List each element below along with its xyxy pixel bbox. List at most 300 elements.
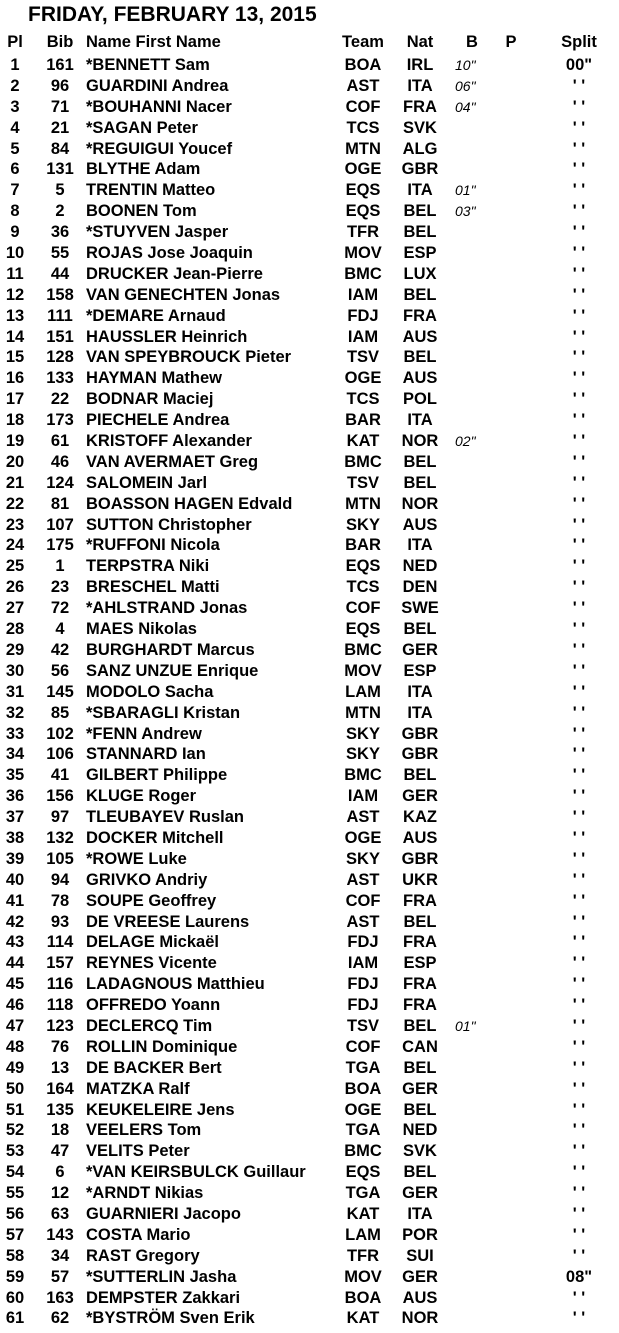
cell-nat: ITA bbox=[407, 181, 433, 200]
cell-bib: 124 bbox=[46, 473, 74, 492]
cell-bib: 151 bbox=[46, 327, 74, 346]
cell-b bbox=[455, 327, 489, 348]
cell-split: ' ' bbox=[572, 1225, 586, 1244]
cell-split: ' ' bbox=[572, 620, 586, 639]
cell-bib: 2 bbox=[55, 202, 65, 221]
cell-team: BOA bbox=[344, 1288, 382, 1307]
cell-split: ' ' bbox=[572, 264, 586, 283]
cell-nat: NOR bbox=[401, 432, 439, 451]
cell-name: BOASSON HAGEN Edvald bbox=[86, 494, 293, 513]
cell-nat: FRA bbox=[403, 891, 437, 910]
cell-team: SKY bbox=[346, 745, 380, 764]
cell-bib: 97 bbox=[50, 808, 70, 827]
table-row bbox=[0, 1204, 619, 1225]
cell-pl: 3 bbox=[10, 97, 20, 116]
cell-team: MTN bbox=[345, 703, 381, 722]
cell-name: BRESCHEL Matti bbox=[86, 578, 220, 597]
header-nat: Nat bbox=[406, 33, 434, 51]
cell-b: 01" bbox=[455, 1017, 476, 1034]
cell-team: MOV bbox=[344, 244, 382, 263]
cell-b bbox=[455, 306, 489, 327]
cell-nat: BEL bbox=[403, 452, 437, 471]
cell-pl: 52 bbox=[5, 1121, 25, 1140]
cell-bib: 81 bbox=[50, 494, 70, 513]
cell-pl: 48 bbox=[5, 1037, 25, 1056]
cell-name: SUTTON Christopher bbox=[86, 515, 252, 534]
cell-pl: 8 bbox=[10, 202, 20, 221]
cell-bib: 93 bbox=[50, 912, 70, 931]
cell-split: ' ' bbox=[572, 473, 586, 492]
cell-team: BMC bbox=[344, 1142, 382, 1161]
cell-b bbox=[455, 682, 489, 703]
cell-pl: 9 bbox=[10, 223, 20, 242]
table-row bbox=[0, 744, 619, 765]
cell-name: BURGHARDT Marcus bbox=[86, 640, 255, 659]
cell-nat: DEN bbox=[402, 578, 438, 597]
cell-name: COSTA Mario bbox=[86, 1225, 191, 1244]
table-row bbox=[0, 118, 619, 139]
cell-name: *BENNETT Sam bbox=[86, 56, 210, 74]
header-bib: Bib bbox=[46, 33, 74, 51]
table-row bbox=[0, 139, 619, 160]
cell-b bbox=[455, 264, 489, 285]
cell-nat: BEL bbox=[403, 620, 437, 639]
cell-split: ' ' bbox=[572, 954, 586, 973]
cell-pl: 13 bbox=[5, 306, 25, 325]
cell-team: TCS bbox=[346, 578, 380, 597]
cell-split: ' ' bbox=[572, 745, 586, 764]
header-pl: Pl bbox=[7, 33, 23, 51]
cell-team: EQS bbox=[345, 1163, 381, 1182]
cell-pl: 32 bbox=[5, 703, 25, 722]
cell-nat: BEL bbox=[403, 348, 437, 367]
cell-b bbox=[455, 285, 489, 306]
cell-pl: 38 bbox=[5, 828, 25, 847]
table-row bbox=[0, 703, 619, 724]
cell-b bbox=[455, 222, 489, 243]
cell-split: ' ' bbox=[572, 1100, 586, 1119]
cell-pl: 1 bbox=[10, 56, 20, 74]
cell-nat: NOR bbox=[401, 494, 439, 513]
cell-bib: 23 bbox=[50, 578, 70, 597]
cell-team: AST bbox=[346, 808, 380, 827]
cell-split: ' ' bbox=[572, 223, 586, 242]
cell-name: DRUCKER Jean-Pierre bbox=[86, 264, 263, 283]
cell-bib: 132 bbox=[46, 828, 74, 847]
cell-b bbox=[455, 1204, 489, 1225]
cell-nat: GBR bbox=[401, 849, 439, 868]
cell-nat: GER bbox=[402, 640, 438, 659]
cell-pl: 57 bbox=[5, 1225, 25, 1244]
table-row bbox=[0, 306, 619, 327]
cell-bib: 131 bbox=[46, 160, 74, 179]
cell-name: *DEMARE Arnaud bbox=[86, 306, 226, 325]
cell-split: ' ' bbox=[572, 557, 586, 576]
cell-name: BOONEN Tom bbox=[86, 202, 197, 221]
cell-split: ' ' bbox=[572, 97, 586, 116]
cell-pl: 54 bbox=[5, 1163, 25, 1182]
cell-name: *REGUIGUI Youcef bbox=[86, 139, 233, 158]
cell-pl: 51 bbox=[5, 1100, 25, 1119]
cell-nat: FRA bbox=[403, 996, 437, 1015]
table-row bbox=[0, 577, 619, 598]
cell-split: ' ' bbox=[572, 828, 586, 847]
table-row bbox=[0, 1267, 619, 1288]
cell-pl: 19 bbox=[5, 432, 25, 451]
table-row bbox=[0, 953, 619, 974]
table-row bbox=[0, 556, 619, 577]
cell-pl: 26 bbox=[5, 578, 25, 597]
table-header bbox=[0, 32, 619, 53]
cell-bib: 12 bbox=[50, 1184, 70, 1203]
cell-split: ' ' bbox=[572, 891, 586, 910]
cell-b bbox=[455, 1288, 489, 1309]
cell-bib: 44 bbox=[50, 264, 70, 283]
cell-b: 10" bbox=[455, 57, 476, 73]
table-row bbox=[0, 452, 619, 473]
cell-b bbox=[455, 410, 489, 431]
cell-nat: SWE bbox=[401, 599, 439, 618]
cell-pl: 49 bbox=[5, 1058, 25, 1077]
cell-team: AST bbox=[346, 912, 380, 931]
table-row bbox=[0, 849, 619, 870]
cell-name: *SBARAGLI Kristan bbox=[86, 703, 241, 722]
cell-team: TSV bbox=[346, 473, 380, 492]
cell-nat: FRA bbox=[403, 975, 437, 994]
table-row bbox=[0, 1162, 619, 1183]
table-row bbox=[0, 243, 619, 264]
table-row bbox=[0, 1225, 619, 1246]
cell-nat: ESP bbox=[403, 954, 437, 973]
cell-split: ' ' bbox=[572, 432, 586, 451]
cell-team: FDJ bbox=[347, 996, 379, 1015]
cell-nat: ITA bbox=[407, 1204, 433, 1223]
cell-split: ' ' bbox=[572, 515, 586, 534]
cell-team: FDJ bbox=[347, 306, 379, 325]
cell-team: TGA bbox=[345, 1121, 381, 1140]
cell-bib: 72 bbox=[50, 599, 70, 618]
cell-split: ' ' bbox=[572, 933, 586, 952]
cell-b bbox=[455, 619, 489, 640]
cell-bib: 157 bbox=[46, 954, 74, 973]
cell-bib: 76 bbox=[50, 1037, 70, 1056]
cell-nat: BEL bbox=[403, 766, 437, 785]
cell-split: ' ' bbox=[572, 724, 586, 743]
cell-team: FDJ bbox=[347, 933, 379, 952]
cell-split: ' ' bbox=[572, 787, 586, 806]
cell-team: OGE bbox=[344, 1100, 382, 1119]
cell-team: COF bbox=[345, 599, 381, 618]
cell-team: FDJ bbox=[347, 975, 379, 994]
cell-bib: 143 bbox=[46, 1225, 74, 1244]
cell-bib: 62 bbox=[50, 1309, 70, 1328]
cell-bib: 84 bbox=[50, 139, 70, 158]
cell-split: ' ' bbox=[572, 1016, 586, 1035]
cell-team: TFR bbox=[346, 223, 380, 242]
cell-split: ' ' bbox=[572, 912, 586, 931]
cell-bib: 41 bbox=[50, 766, 70, 785]
cell-b bbox=[455, 347, 489, 368]
cell-b bbox=[455, 515, 489, 536]
cell-bib: 107 bbox=[46, 515, 74, 534]
cell-pl: 60 bbox=[5, 1288, 25, 1307]
cell-pl: 4 bbox=[10, 118, 20, 137]
cell-bib: 106 bbox=[46, 745, 74, 764]
table-row bbox=[0, 786, 619, 807]
cell-nat: IRL bbox=[406, 56, 434, 74]
cell-split: ' ' bbox=[572, 202, 586, 221]
cell-b bbox=[455, 1308, 489, 1329]
cell-bib: 47 bbox=[50, 1142, 70, 1161]
cell-b bbox=[455, 974, 489, 995]
cell-name: ROJAS Jose Joaquin bbox=[86, 244, 253, 263]
cell-name: *ROWE Luke bbox=[86, 849, 187, 868]
cell-split: ' ' bbox=[572, 766, 586, 785]
cell-pl: 35 bbox=[5, 766, 25, 785]
table-row bbox=[0, 97, 619, 118]
cell-name: *VAN KEIRSBULCK Guillaur bbox=[86, 1163, 306, 1182]
cell-b: 06" bbox=[455, 77, 476, 94]
cell-b bbox=[455, 473, 489, 494]
cell-b bbox=[455, 891, 489, 912]
table-row bbox=[0, 368, 619, 389]
cell-pl: 34 bbox=[5, 745, 25, 764]
cell-b bbox=[455, 1058, 489, 1079]
cell-name: *SUTTERLIN Jasha bbox=[86, 1267, 237, 1286]
cell-nat: KAZ bbox=[403, 808, 437, 827]
cell-nat: GER bbox=[402, 1267, 438, 1286]
cell-name: TLEUBAYEV Ruslan bbox=[86, 808, 245, 827]
cell-nat: POL bbox=[403, 390, 437, 409]
cell-pl: 15 bbox=[5, 348, 25, 367]
cell-name: *STUYVEN Jasper bbox=[86, 223, 229, 242]
cell-nat: BEL bbox=[403, 1163, 437, 1182]
table-row bbox=[0, 535, 619, 556]
cell-bib: 22 bbox=[50, 390, 70, 409]
cell-name: *FENN Andrew bbox=[86, 724, 202, 743]
cell-b bbox=[455, 932, 489, 953]
cell-team: EQS bbox=[345, 620, 381, 639]
header-split: Split bbox=[561, 33, 597, 51]
cell-b bbox=[455, 1037, 489, 1058]
cell-bib: 21 bbox=[50, 118, 70, 137]
cell-split: ' ' bbox=[572, 452, 586, 471]
cell-nat: NED bbox=[402, 557, 438, 576]
cell-split: ' ' bbox=[572, 1288, 586, 1307]
cell-bib: 96 bbox=[50, 76, 70, 95]
cell-nat: BEL bbox=[403, 473, 437, 492]
table-row bbox=[0, 1100, 619, 1121]
cell-split: ' ' bbox=[572, 536, 586, 555]
cell-pl: 5 bbox=[10, 139, 20, 158]
cell-team: TFR bbox=[346, 1246, 380, 1265]
cell-b bbox=[455, 953, 489, 974]
cell-b bbox=[455, 118, 489, 139]
cell-team: MOV bbox=[344, 661, 382, 680]
cell-team: SKY bbox=[346, 724, 380, 743]
cell-pl: 16 bbox=[5, 369, 25, 388]
cell-name: SALOMEIN Jarl bbox=[86, 473, 208, 492]
cell-team: OGE bbox=[344, 369, 382, 388]
table-row bbox=[0, 389, 619, 410]
cell-pl: 12 bbox=[5, 285, 25, 304]
table-row bbox=[0, 76, 619, 97]
cell-name: DE VREESE Laurens bbox=[86, 912, 250, 931]
cell-nat: GBR bbox=[401, 160, 439, 179]
header-b: B bbox=[466, 33, 478, 51]
cell-bib: 175 bbox=[46, 536, 74, 555]
cell-bib: 78 bbox=[50, 891, 70, 910]
cell-team: TCS bbox=[346, 390, 380, 409]
header-p: P bbox=[505, 33, 517, 51]
cell-name: *RUFFONI Nicola bbox=[86, 536, 220, 555]
table-row bbox=[0, 682, 619, 703]
cell-nat: ITA bbox=[407, 76, 433, 95]
cell-b bbox=[455, 494, 489, 515]
cell-pl: 41 bbox=[5, 891, 25, 910]
cell-split: ' ' bbox=[572, 306, 586, 325]
cell-pl: 6 bbox=[10, 160, 20, 179]
cell-pl: 58 bbox=[5, 1246, 25, 1265]
cell-name: VELITS Peter bbox=[86, 1142, 190, 1161]
cell-name: BODNAR Maciej bbox=[86, 390, 214, 409]
cell-bib: 135 bbox=[46, 1100, 74, 1119]
table-row bbox=[0, 494, 619, 515]
cell-name: STANNARD Ian bbox=[86, 745, 206, 764]
table-row bbox=[0, 473, 619, 494]
cell-nat: AUS bbox=[402, 327, 438, 346]
table-row bbox=[0, 932, 619, 953]
table-row bbox=[0, 828, 619, 849]
cell-nat: SVK bbox=[403, 118, 437, 137]
cell-pl: 61 bbox=[5, 1309, 25, 1328]
cell-name: VAN GENECHTEN Jonas bbox=[86, 285, 281, 304]
cell-split: 00" bbox=[565, 56, 593, 74]
cell-b bbox=[455, 535, 489, 556]
cell-name: DELAGE Mickaël bbox=[86, 933, 219, 952]
cell-b bbox=[455, 807, 489, 828]
cell-nat: AUS bbox=[402, 1288, 438, 1307]
table-row bbox=[0, 1079, 619, 1100]
cell-split: ' ' bbox=[572, 494, 586, 513]
cell-team: LAM bbox=[345, 682, 381, 701]
cell-split: ' ' bbox=[572, 1037, 586, 1056]
cell-nat: BEL bbox=[403, 285, 437, 304]
cell-split: ' ' bbox=[572, 703, 586, 722]
cell-nat: AUS bbox=[402, 515, 438, 534]
cell-bib: 133 bbox=[46, 369, 74, 388]
cell-bib: 34 bbox=[50, 1246, 70, 1265]
cell-nat: SUI bbox=[406, 1246, 434, 1265]
cell-split: ' ' bbox=[572, 849, 586, 868]
cell-name: GRIVKO Andriy bbox=[86, 870, 208, 889]
page-title: FRIDAY, FEBRUARY 13, 2015 bbox=[28, 3, 317, 26]
cell-split: ' ' bbox=[572, 1184, 586, 1203]
cell-team: BMC bbox=[344, 452, 382, 471]
cell-name: TRENTIN Matteo bbox=[86, 181, 216, 200]
cell-nat: GER bbox=[402, 1184, 438, 1203]
cell-team: BAR bbox=[345, 536, 381, 555]
table-row bbox=[0, 159, 619, 180]
cell-team: BMC bbox=[344, 640, 382, 659]
cell-team: AST bbox=[346, 870, 380, 889]
cell-nat: GBR bbox=[401, 724, 439, 743]
cell-team: MTN bbox=[345, 494, 381, 513]
cell-team: MTN bbox=[345, 139, 381, 158]
cell-nat: AUS bbox=[402, 828, 438, 847]
cell-pl: 23 bbox=[5, 515, 25, 534]
cell-b: 02" bbox=[455, 433, 476, 450]
table-row bbox=[0, 410, 619, 431]
cell-bib: 46 bbox=[50, 452, 70, 471]
cell-bib: 57 bbox=[50, 1267, 70, 1286]
cell-split: ' ' bbox=[572, 244, 586, 263]
cell-pl: 33 bbox=[5, 724, 25, 743]
cell-b: 04" bbox=[455, 98, 476, 115]
cell-name: VAN AVERMAET Greg bbox=[86, 452, 259, 471]
cell-name: HAUSSLER Heinrich bbox=[86, 327, 248, 346]
table-row bbox=[0, 1308, 619, 1329]
cell-split: ' ' bbox=[572, 1246, 586, 1265]
cell-split: ' ' bbox=[572, 118, 586, 137]
table-row bbox=[0, 807, 619, 828]
cell-pl: 7 bbox=[10, 181, 20, 200]
cell-b bbox=[455, 724, 489, 745]
cell-b bbox=[455, 995, 489, 1016]
cell-bib: 161 bbox=[46, 56, 74, 74]
cell-name: SOUPE Geoffrey bbox=[86, 891, 217, 910]
cell-team: IAM bbox=[347, 787, 379, 806]
cell-split: ' ' bbox=[572, 975, 586, 994]
cell-b bbox=[455, 786, 489, 807]
cell-split: ' ' bbox=[572, 390, 586, 409]
cell-name: *BYSTRÖM Sven Erik bbox=[86, 1309, 255, 1328]
cell-team: AST bbox=[346, 76, 380, 95]
cell-nat: GER bbox=[402, 1079, 438, 1098]
cell-name: PIECHELE Andrea bbox=[86, 411, 230, 430]
table-row bbox=[0, 285, 619, 306]
cell-nat: ITA bbox=[407, 536, 433, 555]
table-row bbox=[0, 1120, 619, 1141]
cell-split: ' ' bbox=[572, 640, 586, 659]
table-row bbox=[0, 870, 619, 891]
cell-pl: 29 bbox=[5, 640, 25, 659]
cell-nat: BEL bbox=[403, 202, 437, 221]
cell-bib: 128 bbox=[46, 348, 74, 367]
cell-nat: ITA bbox=[407, 682, 433, 701]
cell-name: GUARNIERI Jacopo bbox=[86, 1204, 241, 1223]
cell-pl: 47 bbox=[5, 1016, 25, 1035]
cell-split: ' ' bbox=[572, 1121, 586, 1140]
cell-name: HAYMAN Mathew bbox=[86, 369, 222, 388]
cell-split: ' ' bbox=[572, 285, 586, 304]
table-row bbox=[0, 515, 619, 536]
cell-bib: 116 bbox=[46, 975, 74, 994]
header-team: Team bbox=[342, 33, 384, 51]
cell-b bbox=[455, 1183, 489, 1204]
cell-split: ' ' bbox=[572, 1204, 586, 1223]
cell-pl: 37 bbox=[5, 808, 25, 827]
cell-nat: UKR bbox=[402, 870, 438, 889]
cell-nat: GER bbox=[402, 787, 438, 806]
cell-pl: 46 bbox=[5, 996, 25, 1015]
cell-team: IAM bbox=[347, 954, 379, 973]
cell-bib: 55 bbox=[50, 244, 70, 263]
cell-b bbox=[455, 661, 489, 682]
table-row bbox=[0, 765, 619, 786]
cell-name: DOCKER Mitchell bbox=[86, 828, 224, 847]
cell-bib: 42 bbox=[50, 640, 70, 659]
